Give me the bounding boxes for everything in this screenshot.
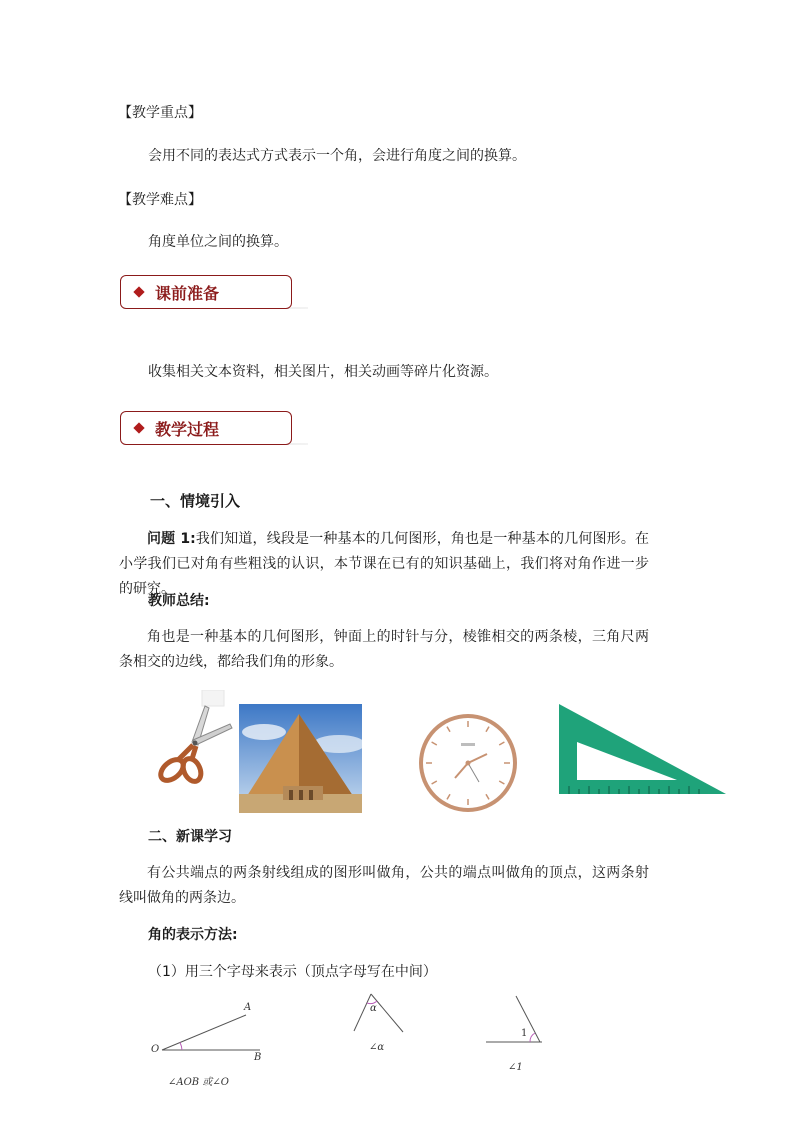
set-square-image (559, 704, 727, 796)
prep-banner (120, 275, 292, 309)
prep-banner-label: 课前准备 (155, 284, 220, 303)
angle-alpha-figure (350, 992, 410, 1034)
process-banner (120, 411, 292, 445)
difficulty-text: 角度单位之间的换算。 (148, 234, 288, 250)
process-banner-label: 教学过程 (155, 420, 220, 439)
question-label: 问题 1: (147, 531, 196, 547)
difficulty-heading: 【教学难点】 (118, 192, 202, 208)
question-text: 我们知道，线段是一种基本的几何图形，角也是一种基本的几何图形。在小学我们已对角有些粗浅的认识，本节课在已有的知识基础上，我们将对角作进一步的研究。 (119, 531, 650, 597)
label-a: A (244, 1002, 252, 1013)
repr-heading: 角的表示方法: (148, 927, 238, 943)
label-b: B (254, 1052, 262, 1063)
focus-text: 会用不同的表达式方式表示一个角，会进行角度之间的换算。 (148, 148, 526, 164)
definition-text: 有公共端点的两条射线组成的图形叫做角，公共的端点叫做角的顶点，这两条射线叫做角的两条边。 (119, 865, 649, 906)
angle-1-figure (484, 994, 546, 1046)
caption-alpha: ∠α (369, 1042, 385, 1053)
focus-heading: 【教学重点】 (118, 105, 202, 121)
prep-text: 收集相关文本资料，相关图片，相关动画等碎片化资源。 (148, 364, 498, 380)
angle-aob-figure (148, 998, 273, 1060)
repr-item1: （1）用三个字母来表示（顶点字母写在中间） (148, 964, 437, 980)
caption-aob: ∠AOB 或∠O (168, 1077, 229, 1088)
scissors-image (148, 690, 238, 790)
pyramid-image (239, 704, 362, 813)
summary-label: 教师总结: (148, 593, 210, 609)
section2-title: 二、新课学习 (148, 829, 232, 845)
caption-one: ∠1 (508, 1062, 523, 1073)
clock-image (417, 712, 519, 814)
section1-title: 一、情境引入 (150, 492, 241, 510)
summary-text: 角也是一种基本的几何图形，钟面上的时针与分，棱锥相交的两条棱，三角尺两条相交的边线，都给我们角的形象。 (119, 629, 649, 670)
label-o: O (151, 1044, 160, 1055)
diamond-icon (133, 422, 144, 433)
label-alpha: α (370, 1003, 377, 1014)
label-one: 1 (521, 1028, 528, 1039)
diamond-icon (133, 286, 144, 297)
